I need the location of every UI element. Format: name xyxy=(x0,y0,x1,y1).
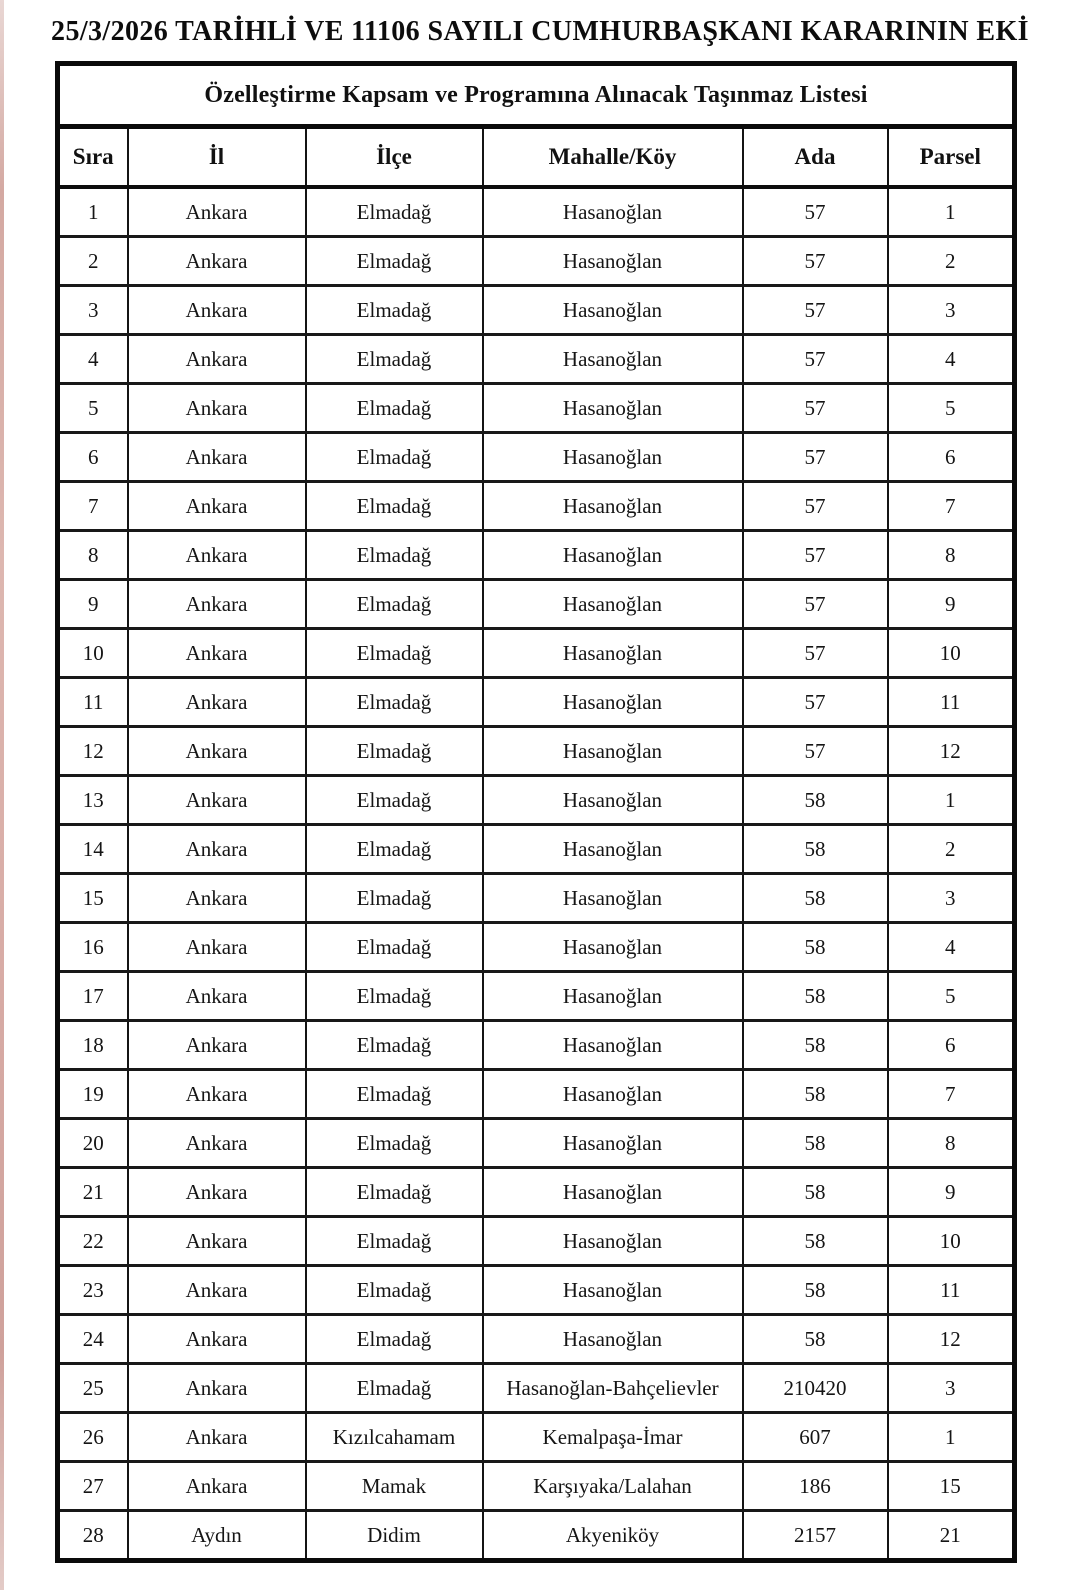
table-cell: 58 xyxy=(743,874,888,923)
table-cell: Ankara xyxy=(128,972,306,1021)
table-cell: Hasanoğlan xyxy=(483,972,743,1021)
table-row xyxy=(58,1511,1015,1561)
table-row xyxy=(58,1462,1015,1511)
table-cell: 3 xyxy=(58,286,128,335)
column-header-1: İl xyxy=(128,127,306,188)
table-cell: 7 xyxy=(888,482,1015,531)
table-cell: 58 xyxy=(743,1070,888,1119)
table-cell: 57 xyxy=(743,629,888,678)
table-cell: Didim xyxy=(306,1511,483,1561)
table-cell: Elmadağ xyxy=(306,531,483,580)
table-cell: 8 xyxy=(58,531,128,580)
table-cell: 57 xyxy=(743,727,888,776)
table-cell: Ankara xyxy=(128,1119,306,1168)
table-cell: 57 xyxy=(743,531,888,580)
table-cell: Aydın xyxy=(128,1511,306,1561)
table-cell: 9 xyxy=(888,580,1015,629)
table-row xyxy=(58,335,1015,384)
table-cell: Mamak xyxy=(306,1462,483,1511)
table-cell: 2 xyxy=(58,237,128,286)
table-cell: Hasanoğlan xyxy=(483,1168,743,1217)
table-cell: 10 xyxy=(58,629,128,678)
table-cell: 6 xyxy=(888,1021,1015,1070)
table-cell: 19 xyxy=(58,1070,128,1119)
table-cell: Elmadağ xyxy=(306,1266,483,1315)
table-cell: 3 xyxy=(888,874,1015,923)
table-cell: Hasanoğlan xyxy=(483,874,743,923)
table-cell: Elmadağ xyxy=(306,237,483,286)
table-row xyxy=(58,1413,1015,1462)
table-row xyxy=(58,580,1015,629)
table-row xyxy=(58,531,1015,580)
table-cell: 15 xyxy=(58,874,128,923)
table-cell: Karşıyaka/Lalahan xyxy=(483,1462,743,1511)
table-cell: Elmadağ xyxy=(306,1364,483,1413)
table-cell: 24 xyxy=(58,1315,128,1364)
table-cell: 8 xyxy=(888,1119,1015,1168)
table-cell: 6 xyxy=(58,433,128,482)
table-cell: 13 xyxy=(58,776,128,825)
table-cell: 22 xyxy=(58,1217,128,1266)
table-cell: Ankara xyxy=(128,1021,306,1070)
table-cell: Hasanoğlan xyxy=(483,1119,743,1168)
table-cell: Hasanoğlan xyxy=(483,384,743,433)
table-cell: 58 xyxy=(743,1266,888,1315)
table-cell: 12 xyxy=(888,1315,1015,1364)
table-row xyxy=(58,678,1015,727)
table-cell: 57 xyxy=(743,237,888,286)
table-cell: Kemalpaşa-İmar xyxy=(483,1413,743,1462)
table-cell: 58 xyxy=(743,1119,888,1168)
table-cell: Hasanoğlan xyxy=(483,1021,743,1070)
table-cell: 2157 xyxy=(743,1511,888,1561)
table-cell: 5 xyxy=(58,384,128,433)
table-cell: 210420 xyxy=(743,1364,888,1413)
table-cell: 57 xyxy=(743,482,888,531)
table-cell: 28 xyxy=(58,1511,128,1561)
table-cell: Ankara xyxy=(128,335,306,384)
table-cell: Hasanoğlan xyxy=(483,1070,743,1119)
table-cell: Ankara xyxy=(128,1413,306,1462)
table-cell: 1 xyxy=(888,776,1015,825)
table-cell: 57 xyxy=(743,678,888,727)
table-cell: Hasanoğlan xyxy=(483,433,743,482)
table-cell: Ankara xyxy=(128,1070,306,1119)
table-cell: Hasanoğlan xyxy=(483,187,743,237)
table-cell: Ankara xyxy=(128,1462,306,1511)
table-cell: Elmadağ xyxy=(306,335,483,384)
table-cell: Elmadağ xyxy=(306,482,483,531)
table-cell: Hasanoğlan xyxy=(483,335,743,384)
table-cell: Kızılcahamam xyxy=(306,1413,483,1462)
table-cell: 58 xyxy=(743,825,888,874)
table-cell: Ankara xyxy=(128,384,306,433)
table-cell: 14 xyxy=(58,825,128,874)
table-row xyxy=(58,1070,1015,1119)
table-row xyxy=(58,433,1015,482)
table-cell: 26 xyxy=(58,1413,128,1462)
table-cell: 2 xyxy=(888,237,1015,286)
table-cell: 57 xyxy=(743,433,888,482)
table-cell: Hasanoğlan xyxy=(483,678,743,727)
table-cell: 11 xyxy=(58,678,128,727)
table-cell: Elmadağ xyxy=(306,874,483,923)
table-cell: Hasanoğlan xyxy=(483,727,743,776)
column-header-5: Parsel xyxy=(888,127,1015,188)
table-cell: 58 xyxy=(743,1217,888,1266)
table-cell: 27 xyxy=(58,1462,128,1511)
table-cell: Ankara xyxy=(128,727,306,776)
table-cell: 57 xyxy=(743,580,888,629)
column-header-3: Mahalle/Köy xyxy=(483,127,743,188)
table-cell: Ankara xyxy=(128,531,306,580)
table-cell: Akyeniköy xyxy=(483,1511,743,1561)
table-cell: 12 xyxy=(888,727,1015,776)
table-cell: 57 xyxy=(743,187,888,237)
column-header-2: İlçe xyxy=(306,127,483,188)
table-cell: 57 xyxy=(743,384,888,433)
table-cell: 23 xyxy=(58,1266,128,1315)
table-cell: Hasanoğlan xyxy=(483,580,743,629)
table-row xyxy=(58,384,1015,433)
table-cell: Elmadağ xyxy=(306,580,483,629)
table-cell: Hasanoğlan xyxy=(483,1266,743,1315)
table-cell: Elmadağ xyxy=(306,1070,483,1119)
table-cell: 5 xyxy=(888,972,1015,1021)
table-cell: Ankara xyxy=(128,1364,306,1413)
table-cell: 607 xyxy=(743,1413,888,1462)
table-caption: Özelleştirme Kapsam ve Programına Alınacak Taşınmaz Listesi xyxy=(58,64,1015,127)
table-cell: Elmadağ xyxy=(306,776,483,825)
table-cell: 16 xyxy=(58,923,128,972)
table-cell: 58 xyxy=(743,923,888,972)
table-cell: Elmadağ xyxy=(306,384,483,433)
table-cell: Hasanoğlan xyxy=(483,1315,743,1364)
table-cell: 18 xyxy=(58,1021,128,1070)
table-cell: 25 xyxy=(58,1364,128,1413)
table-cell: 4 xyxy=(888,923,1015,972)
table-cell: Elmadağ xyxy=(306,286,483,335)
table-cell: Elmadağ xyxy=(306,923,483,972)
table-cell: Ankara xyxy=(128,1217,306,1266)
table-cell: 57 xyxy=(743,335,888,384)
table-cell: Ankara xyxy=(128,286,306,335)
table-row xyxy=(58,1021,1015,1070)
table-cell: Elmadağ xyxy=(306,678,483,727)
table-cell: Ankara xyxy=(128,923,306,972)
table-row xyxy=(58,1168,1015,1217)
table-cell: 7 xyxy=(58,482,128,531)
table-cell: 186 xyxy=(743,1462,888,1511)
table-cell: Ankara xyxy=(128,1168,306,1217)
table-cell: Hasanoğlan xyxy=(483,237,743,286)
table-cell: 20 xyxy=(58,1119,128,1168)
table-row xyxy=(58,1217,1015,1266)
table-cell: 8 xyxy=(888,531,1015,580)
table-cell: Hasanoğlan xyxy=(483,1217,743,1266)
table-cell: Elmadağ xyxy=(306,187,483,237)
table-cell: 58 xyxy=(743,1021,888,1070)
table-cell: Elmadağ xyxy=(306,1315,483,1364)
table-cell: 58 xyxy=(743,1315,888,1364)
table-cell: Elmadağ xyxy=(306,1217,483,1266)
table-cell: Ankara xyxy=(128,776,306,825)
table-caption-row xyxy=(58,64,1015,127)
table-cell: 10 xyxy=(888,1217,1015,1266)
table-row xyxy=(58,187,1015,237)
table-cell: 9 xyxy=(888,1168,1015,1217)
table-row xyxy=(58,727,1015,776)
column-header-4: Ada xyxy=(743,127,888,188)
table-cell: 57 xyxy=(743,286,888,335)
table-cell: 1 xyxy=(888,1413,1015,1462)
table-cell: 4 xyxy=(888,335,1015,384)
table-row xyxy=(58,1364,1015,1413)
table-row xyxy=(58,825,1015,874)
table-cell: 7 xyxy=(888,1070,1015,1119)
table-cell: 11 xyxy=(888,678,1015,727)
table-cell: Hasanoğlan xyxy=(483,482,743,531)
table-row xyxy=(58,482,1015,531)
table-cell: 12 xyxy=(58,727,128,776)
table-cell: 1 xyxy=(58,187,128,237)
table-cell: Ankara xyxy=(128,237,306,286)
table-cell: Hasanoğlan xyxy=(483,776,743,825)
table-cell: 5 xyxy=(888,384,1015,433)
table-cell: 21 xyxy=(58,1168,128,1217)
table-cell: 21 xyxy=(888,1511,1015,1561)
table-row xyxy=(58,237,1015,286)
table-row xyxy=(58,1315,1015,1364)
table-cell: Hasanoğlan xyxy=(483,825,743,874)
table-cell: Elmadağ xyxy=(306,972,483,1021)
property-list-table xyxy=(55,61,1017,1563)
table-cell: Ankara xyxy=(128,825,306,874)
table-row xyxy=(58,776,1015,825)
table-row xyxy=(58,629,1015,678)
column-header-0: Sıra xyxy=(58,127,128,188)
table-cell: 17 xyxy=(58,972,128,1021)
table-cell: 9 xyxy=(58,580,128,629)
table-row xyxy=(58,923,1015,972)
table-cell: Elmadağ xyxy=(306,727,483,776)
table-cell: Elmadağ xyxy=(306,1168,483,1217)
table-cell: Elmadağ xyxy=(306,1119,483,1168)
table-cell: 3 xyxy=(888,286,1015,335)
table-cell: 6 xyxy=(888,433,1015,482)
table-row xyxy=(58,286,1015,335)
table-cell: Elmadağ xyxy=(306,433,483,482)
table-cell: Elmadağ xyxy=(306,1021,483,1070)
table-cell: 10 xyxy=(888,629,1015,678)
table-cell: Hasanoğlan xyxy=(483,286,743,335)
table-cell: 58 xyxy=(743,972,888,1021)
table-cell: Hasanoğlan xyxy=(483,629,743,678)
table-cell: 11 xyxy=(888,1266,1015,1315)
scan-edge-artifact xyxy=(0,0,4,1590)
table-cell: Ankara xyxy=(128,678,306,727)
table-cell: Hasanoğlan xyxy=(483,531,743,580)
table-cell: Ankara xyxy=(128,1266,306,1315)
table-cell: Ankara xyxy=(128,433,306,482)
table-cell: Ankara xyxy=(128,874,306,923)
table-cell: 15 xyxy=(888,1462,1015,1511)
table-cell: 58 xyxy=(743,1168,888,1217)
table-body xyxy=(58,187,1015,1561)
table-cell: Elmadağ xyxy=(306,825,483,874)
table-cell: Elmadağ xyxy=(306,629,483,678)
table-cell: Ankara xyxy=(128,187,306,237)
table-row xyxy=(58,874,1015,923)
table-cell: Hasanoğlan-Bahçelievler xyxy=(483,1364,743,1413)
table-cell: Ankara xyxy=(128,482,306,531)
table-cell: Ankara xyxy=(128,1315,306,1364)
table-row xyxy=(58,1119,1015,1168)
table-header-row xyxy=(58,127,1015,188)
table-cell: 1 xyxy=(888,187,1015,237)
table-row xyxy=(58,972,1015,1021)
table-cell: Ankara xyxy=(128,629,306,678)
table-cell: 2 xyxy=(888,825,1015,874)
document-title: 25/3/2026 TARİHLİ VE 11106 SAYILI CUMHURBAŞKANI KARARININ EKİ xyxy=(51,16,1029,47)
table-cell: 58 xyxy=(743,776,888,825)
table-cell: Ankara xyxy=(128,580,306,629)
table-cell: 4 xyxy=(58,335,128,384)
table-cell: Hasanoğlan xyxy=(483,923,743,972)
table-cell: 3 xyxy=(888,1364,1015,1413)
table-row xyxy=(58,1266,1015,1315)
